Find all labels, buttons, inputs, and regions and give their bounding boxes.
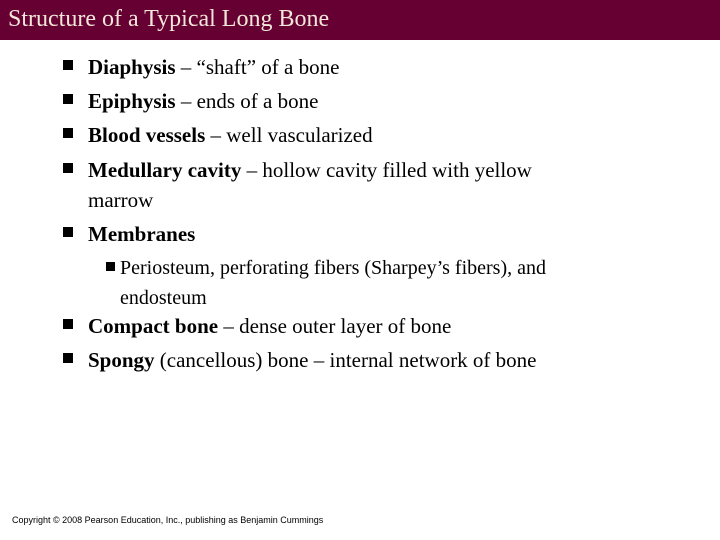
- sub-bullet-text-continued: endosteum: [120, 287, 207, 309]
- bullet-item-epiphysis: [88, 86, 698, 116]
- square-bullet-icon: [63, 128, 73, 138]
- bullet-text: – “shaft” of a bone: [175, 55, 340, 79]
- bullet-item-membranes: [88, 219, 698, 249]
- bullet-text: – ends of a bone: [175, 89, 319, 113]
- bullet-item-compact-bone: [88, 311, 698, 341]
- bullet-item-medullary-cavity: [88, 155, 698, 215]
- bullet-term: Blood vessels: [88, 123, 206, 147]
- bullet-text: – hollow cavity filled with yellow: [241, 158, 532, 182]
- bullet-term: Diaphysis: [88, 55, 176, 79]
- bullet-term: Epiphysis: [88, 89, 176, 113]
- bullet-item-diaphysis: [88, 52, 698, 82]
- bullet-term: Medullary cavity: [88, 158, 242, 182]
- square-bullet-icon: [63, 163, 73, 173]
- bullet-text: (cancellous) bone – internal network of bone: [154, 348, 537, 372]
- bullet-term: Compact bone: [88, 314, 219, 338]
- slide-title: Structure of a Typical Long Bone: [8, 6, 330, 32]
- square-bullet-icon: [106, 262, 115, 271]
- bullet-item-spongy-bone: [88, 345, 698, 375]
- bullet-item-blood-vessels: [88, 120, 698, 150]
- bullet-text: – dense outer layer of bone: [218, 314, 452, 338]
- copyright-notice: Copyright © 2008 Pearson Education, Inc., publishing as Benjamin Cummings: [12, 515, 324, 525]
- square-bullet-icon: [63, 60, 73, 70]
- bullet-term: Membranes: [88, 222, 196, 246]
- square-bullet-icon: [63, 94, 73, 104]
- bullet-term: Spongy: [88, 348, 155, 372]
- square-bullet-icon: [63, 319, 73, 329]
- square-bullet-icon: [63, 227, 73, 237]
- bullet-text: – well vascularized: [205, 123, 373, 147]
- bullet-text-continued: marrow: [88, 188, 154, 212]
- sub-bullet-text: Periosteum, perforating fibers (Sharpey’s fibers), and: [120, 257, 546, 279]
- sub-bullet-item-periosteum: [120, 253, 710, 313]
- square-bullet-icon: [63, 353, 73, 363]
